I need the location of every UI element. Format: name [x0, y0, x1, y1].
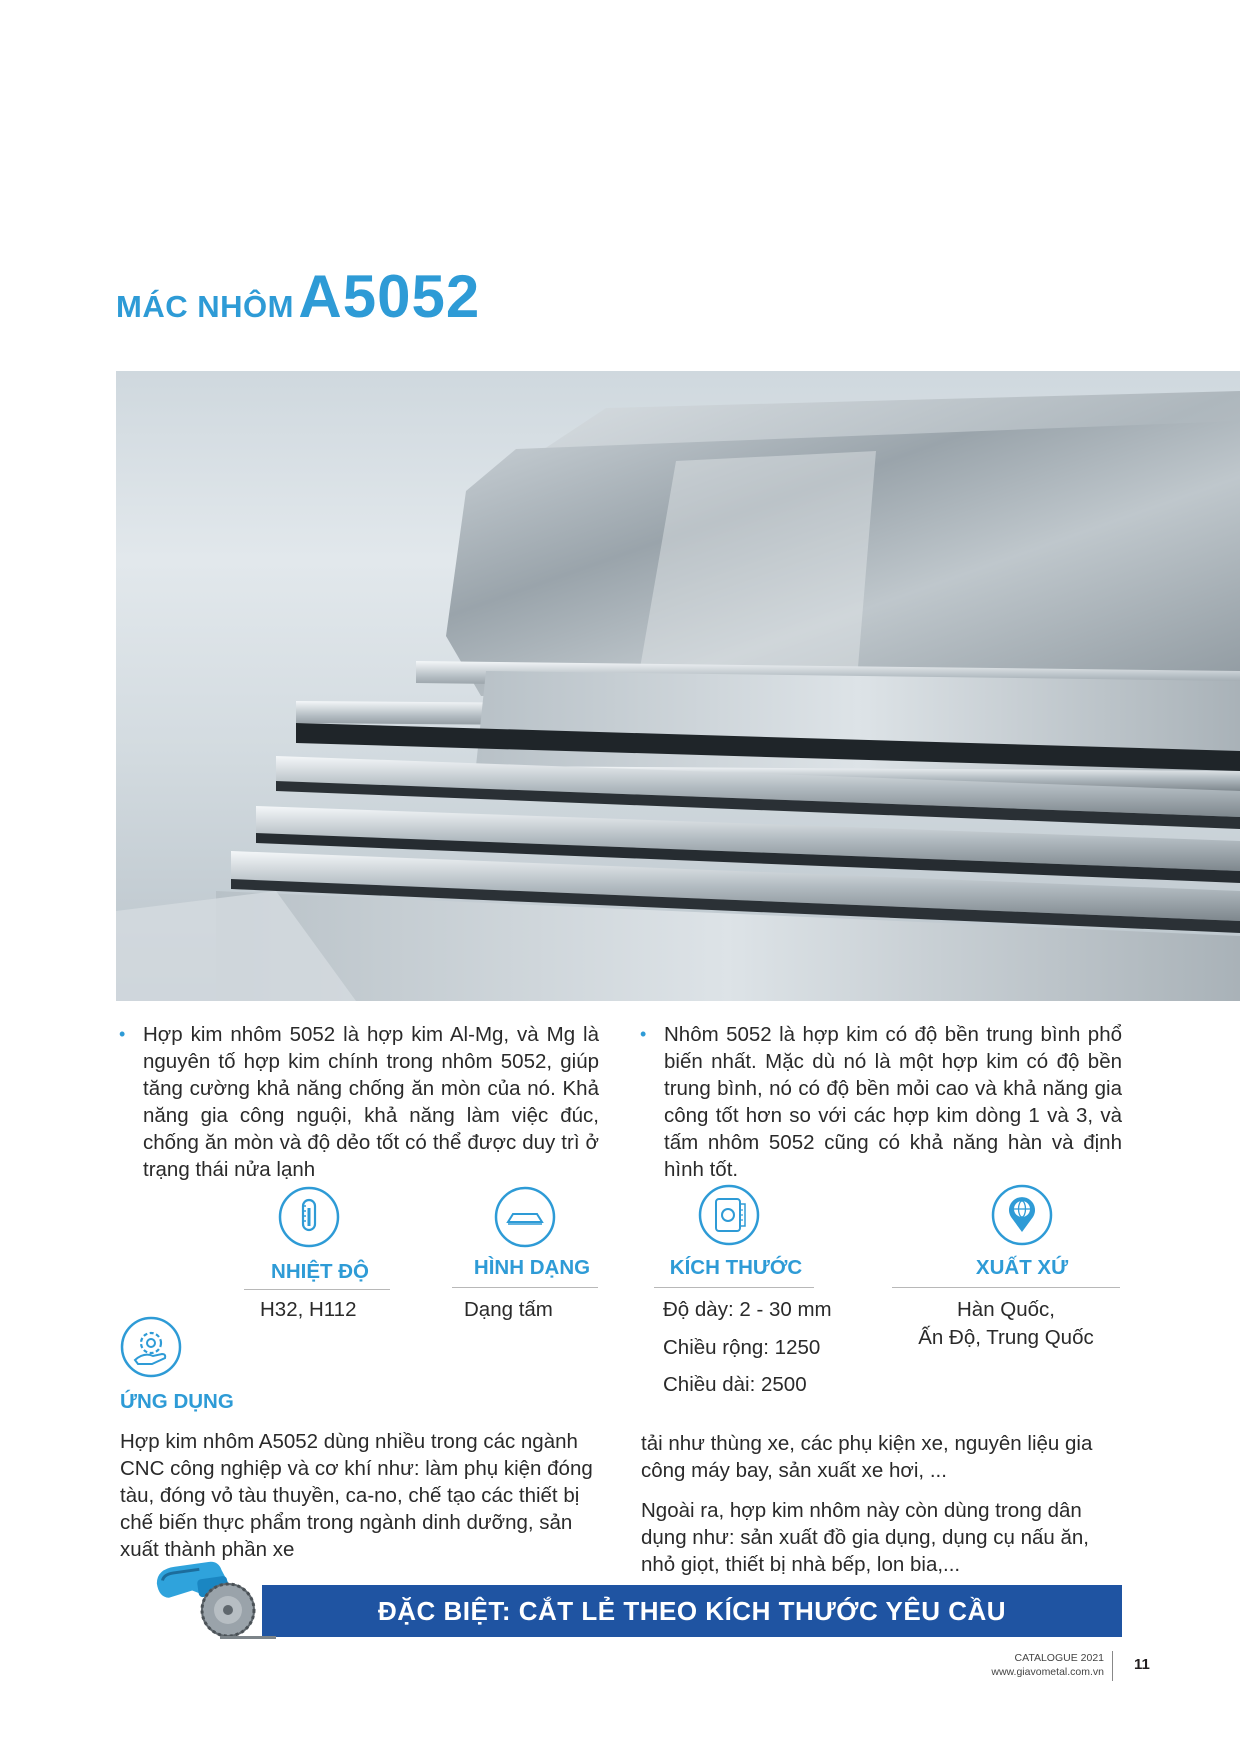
- spec-temper-value: H32, H112: [260, 1298, 357, 1321]
- application-text-right: [641, 1430, 1123, 1591]
- spec-temper-title: NHIỆT ĐỘ: [271, 1260, 369, 1283]
- spec-origin-value-2: Ấn Độ, Trung Quốc: [918, 1326, 1094, 1349]
- hero-image: [116, 371, 1240, 1001]
- title-prefix: MÁC NHÔM: [116, 289, 294, 324]
- sheet-icon: [494, 1186, 556, 1248]
- footer-website: www.giavometal.com.vn: [991, 1666, 1104, 1678]
- application-paragraph: tải như thùng xe, các phụ kiện xe, nguyên liệu gia công máy bay, sản xuất xe hơi, ...: [641, 1432, 1093, 1482]
- spec-size-title: KÍCH THƯỚC: [669, 1256, 803, 1279]
- spec-origin-value-1: Hàn Quốc,: [957, 1298, 1055, 1321]
- gear-hand-icon: [120, 1316, 182, 1378]
- thermometer-icon: [278, 1186, 340, 1248]
- page-title: [116, 262, 480, 331]
- banner-text: ĐẶC BIỆT: CẮT LẺ THEO KÍCH THƯỚC YÊU CẦU: [377, 1596, 1007, 1626]
- spec-size-width: Chiều rộng: 1250: [663, 1336, 821, 1359]
- spec-shape-divider: [452, 1287, 598, 1288]
- spec-size-divider: [654, 1287, 814, 1288]
- aluminum-sheets-photo: [116, 371, 1240, 1001]
- spec-origin-divider: [892, 1287, 1120, 1288]
- application-title: ỨNG DỤNG: [120, 1390, 234, 1413]
- footer-catalogue: CATALOGUE 2021: [1014, 1652, 1104, 1664]
- application-paragraph: Ngoài ra, hợp kim nhôm này còn dùng trong dân dụng như: sản xuất đồ gia dụng, dụng cụ nấu ăn, nhỏ giọt, thiết bị nhà bếp, lon bia,...: [641, 1499, 1089, 1576]
- spec-size-thickness: Độ dày: 2 - 30 mm: [663, 1298, 832, 1321]
- spec-temper-divider: [244, 1289, 390, 1290]
- spec-shape-title: HÌNH DẠNG: [473, 1256, 591, 1279]
- application-text-left: Hợp kim nhôm A5052 dùng nhiều trong các ngành CNC công nghiệp và cơ khí như: làm phụ kiện đóng tàu, đóng vỏ tàu thuyền, ca-no, chế tạo các thiết bị chế biến thực phẩm trong ngành dinh dưỡng, sản xuất thành phần xe: [120, 1430, 593, 1561]
- tape-measure-icon: [698, 1184, 760, 1246]
- spec-size-length: Chiều dài: 2500: [663, 1373, 807, 1396]
- spec-shape-value: Dạng tấm: [464, 1298, 553, 1321]
- intro-bullet-left: [119, 1021, 599, 1183]
- intro-right-text: Nhôm 5052 là hợp kim có độ bền trung bình phổ biến nhất. Mặc dù nó là một hợp kim có độ bền trung bình, nó có độ bền mỏi cao và khả năng gia công tốt hơn so với các hợp kim dòng 1 và 3, và tấm nhôm 5052 cũng có khả năng hàn và định hình tốt.: [664, 1023, 1122, 1181]
- spec-origin-title: XUẤT XỨ: [975, 1256, 1069, 1279]
- intro-bullet-right: [640, 1021, 1122, 1183]
- circular-saw-icon: [150, 1548, 280, 1648]
- bullet-dot: •: [119, 1024, 126, 1044]
- intro-left-text: Hợp kim nhôm 5052 là hợp kim Al-Mg, và Mg là nguyên tố hợp kim chính trong nhôm 5052, giúp tăng cường khả năng chống ăn mòn của nó. Khả năng gia công nguội, khả năng làm việc đúc, chống ăn mòn và độ dẻo tốt có thể được duy trì ở trạng thái nửa lạnh: [143, 1023, 599, 1181]
- title-grade: A5052: [298, 263, 481, 330]
- globe-pin-icon: [991, 1184, 1053, 1246]
- footer-divider: [1112, 1651, 1113, 1681]
- page-number: 11: [1134, 1656, 1150, 1673]
- bullet-dot: •: [640, 1024, 647, 1044]
- special-banner: [262, 1585, 1122, 1637]
